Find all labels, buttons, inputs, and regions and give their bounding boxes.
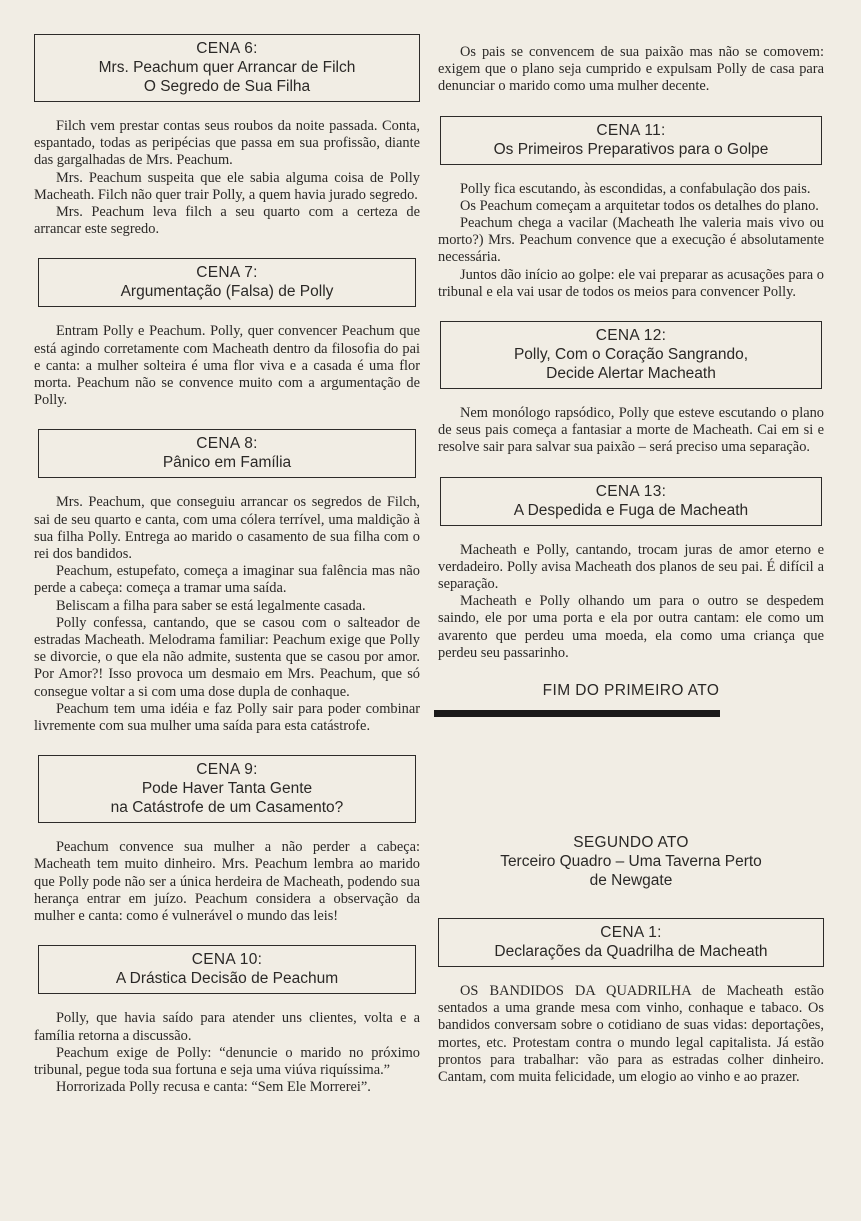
paragraph: Polly, que havia saído para atender uns clientes, volta e a família retorna a discussão. bbox=[34, 1010, 420, 1044]
paragraph: Peachum chega a vacilar (Macheath lhe valeria mais vivo ou morto?) Mrs. Peachum convence que a execução é absolutamente necessária. bbox=[438, 215, 824, 266]
paragraph: Mrs. Peachum suspeita que ele sabia alguma coisa de Polly Macheath. Filch não quer trair Polly, a quem havia jurado segredo. bbox=[34, 169, 420, 203]
paragraph: Nem monólogo rapsódico, Polly que esteve escutando o plano de seus pais começa a fantasiar a morte de Macheath. Cai em si e resolve sair para salvar sua paixão – será preciso uma separação. bbox=[438, 405, 824, 456]
paragraph: Polly fica escutando, às escondidas, a confabulação dos pais. bbox=[460, 180, 811, 197]
scene-number: CENA 12: bbox=[595, 327, 667, 345]
scene-heading-box bbox=[38, 755, 416, 823]
scene-title: Os Primeiros Preparativos para o Golpe bbox=[493, 140, 769, 158]
scene-heading-box bbox=[38, 945, 416, 994]
paragraph: Peachum exige de Polly: “denuncie o marido no próximo tribunal, pegue toda sua fortuna e seja uma viúva riquíssima.” bbox=[34, 1044, 420, 1078]
scene-number: CENA 11: bbox=[596, 121, 666, 139]
scene-number: CENA 7: bbox=[196, 264, 258, 282]
paragraph: Entram Polly e Peachum. Polly, quer convencer Peachum que está agindo corretamente com Macheath dentro da filosofia do pai e canta: a mulher solteira é uma flor viva e a casada é uma flor morta. Peachum não se convence muito com a argumentação de Polly. bbox=[34, 323, 420, 409]
paragraph: Os pais se convencem de sua paixão mas não se comovem: exigem que o plano seja cumprido e expulsam Polly de casa para denunciar o marido como uma mulher decente. bbox=[438, 44, 824, 95]
scene-title: Pânico em Família bbox=[162, 454, 292, 472]
scene-heading-box bbox=[440, 477, 822, 526]
act-two-scene-1 bbox=[438, 918, 824, 1086]
scene-10 bbox=[34, 945, 420, 1096]
scene-11 bbox=[438, 116, 824, 301]
scene-title: Pode Haver Tanta Gente na Catástrofe de um Casamento? bbox=[110, 780, 344, 817]
paragraph: Peachum, estupefato, começa a imaginar sua falência mas não perde a cabeça: começa a tramar uma saída. bbox=[34, 563, 420, 597]
scene-number: CENA 8: bbox=[196, 435, 258, 453]
scene-heading-box bbox=[440, 321, 822, 389]
scene-9 bbox=[34, 755, 420, 925]
scene-title: Argumentação (Falsa) de Polly bbox=[120, 283, 334, 301]
paragraph: OS BANDIDOS DA QUADRILHA de Macheath estão sentados a uma grande mesa com vinho, conhaque e tabaco. Os bandidos conversam sobre o cotidiano de suas vidas: deportações, mortes, etc. Protestam contra o mundo legal capitalista. Já estão prontos para trabalhar: vão para as estradas colher dinheiro. Cantam, com muita felicidade, um elogio ao vinho e ao prazer. bbox=[438, 983, 824, 1086]
paragraph: Peachum tem uma idéia e faz Polly sair para poder combinar livremente com sua mulher uma saída para esta catástrofe. bbox=[34, 700, 420, 735]
paragraph: Macheath e Polly, cantando, trocam juras de amor eterno e verdadeiro. Polly avisa Macheath dos planos de seu pai. É difícil a separação. bbox=[438, 541, 824, 593]
scene-7 bbox=[34, 258, 420, 409]
scene-number: CENA 10: bbox=[191, 951, 263, 969]
scene-number: CENA 13: bbox=[595, 482, 667, 500]
act-title: SEGUNDO ATO bbox=[573, 834, 689, 852]
paragraph: Macheath e Polly olhando um para o outro se despedem saindo, ele por uma porta e ela por outra cantam: ele como um avarento que perdeu uma moeda, ela como uma criança que perdeu seu passarinho. bbox=[438, 593, 824, 661]
scene-title: Declarações da Quadrilha de Macheath bbox=[494, 943, 768, 961]
act-subtitle: Terceiro Quadro – Uma Taverna Perto de Newgate bbox=[500, 853, 762, 890]
left-column bbox=[34, 34, 420, 1116]
paragraph: Horrorizada Polly recusa e canta: “Sem Ele Morrerei”. bbox=[56, 1079, 371, 1096]
paragraph: Os Peachum começam a arquitetar todos os detalhes do plano. bbox=[460, 197, 819, 214]
scene-title: Mrs. Peachum quer Arrancar de Filch O Segredo de Sua Filha bbox=[98, 59, 356, 95]
act-two-heading bbox=[438, 833, 824, 890]
scene-title: A Drástica Decisão de Peachum bbox=[115, 970, 339, 988]
end-of-act-rule bbox=[434, 710, 720, 717]
paragraph: Polly confessa, cantando, que se casou com o salteador de estradas Macheath. Melodrama familiar: Peachum exige que Polly se divorcie, o que ela não admite, sustenta que se casou por amor. Por Amor?! Isso provoca um desmaio em Mrs. Peachum, que só consegue voltar a si com uma dose dupla de conhaque. bbox=[34, 614, 420, 700]
end-of-act-heading: FIM DO PRIMEIRO ATO bbox=[542, 682, 720, 700]
scene-heading-box bbox=[38, 258, 416, 307]
scene-heading-box bbox=[440, 116, 822, 165]
scene-12 bbox=[438, 321, 824, 457]
scene-13 bbox=[438, 477, 824, 662]
scene-number: CENA 6: bbox=[196, 40, 258, 57]
scene-title: Polly, Com o Coração Sangrando, Decide Alertar Macheath bbox=[513, 346, 749, 383]
scene-heading-box bbox=[34, 34, 420, 102]
scene-heading-box bbox=[438, 918, 824, 967]
scene-heading-box bbox=[38, 429, 416, 478]
scene-number: CENA 9: bbox=[196, 761, 258, 779]
scene-number: CENA 1: bbox=[600, 924, 662, 942]
paragraph: Mrs. Peachum leva filch a seu quarto com a certeza de arrancar este segredo. bbox=[34, 204, 420, 238]
right-column bbox=[438, 44, 824, 1106]
paragraph: Beliscam a filha para saber se está legalmente casada. bbox=[56, 597, 366, 614]
paragraph: Juntos dão início ao golpe: ele vai preparar as acusações para o tribunal e ela vai usar de todos os meios para convencer Polly. bbox=[438, 266, 824, 300]
paragraph: Filch vem prestar contas seus roubos da noite passada. Conta, espantado, todas as peripécias que passa em sua profissão, diante das gargalhadas de Mrs. Peachum. bbox=[34, 118, 420, 169]
paragraph: Peachum convence sua mulher a não perder a cabeça: Macheath tem muito dinheiro. Mrs. Peachum lembra ao marido que Polly pode não ser a única herdeira de Macheath, podendo sua herança entrar em juízo. Peachum considera a observação da mulher e canta: como é vulnerável o mundo das leis! bbox=[34, 839, 420, 925]
scene-title: A Despedida e Fuga de Macheath bbox=[513, 501, 749, 519]
scene-10-continuation bbox=[438, 44, 824, 96]
scene-6 bbox=[34, 34, 420, 238]
paragraph: Mrs. Peachum, que conseguiu arrancar os segredos de Filch, sai de seu quarto e canta, com uma cólera terrível, uma maldição à sua filha Polly. Entrega ao marido o casamento de sua filha com o rei dos bandidos. bbox=[34, 494, 420, 563]
scene-8 bbox=[34, 429, 420, 735]
